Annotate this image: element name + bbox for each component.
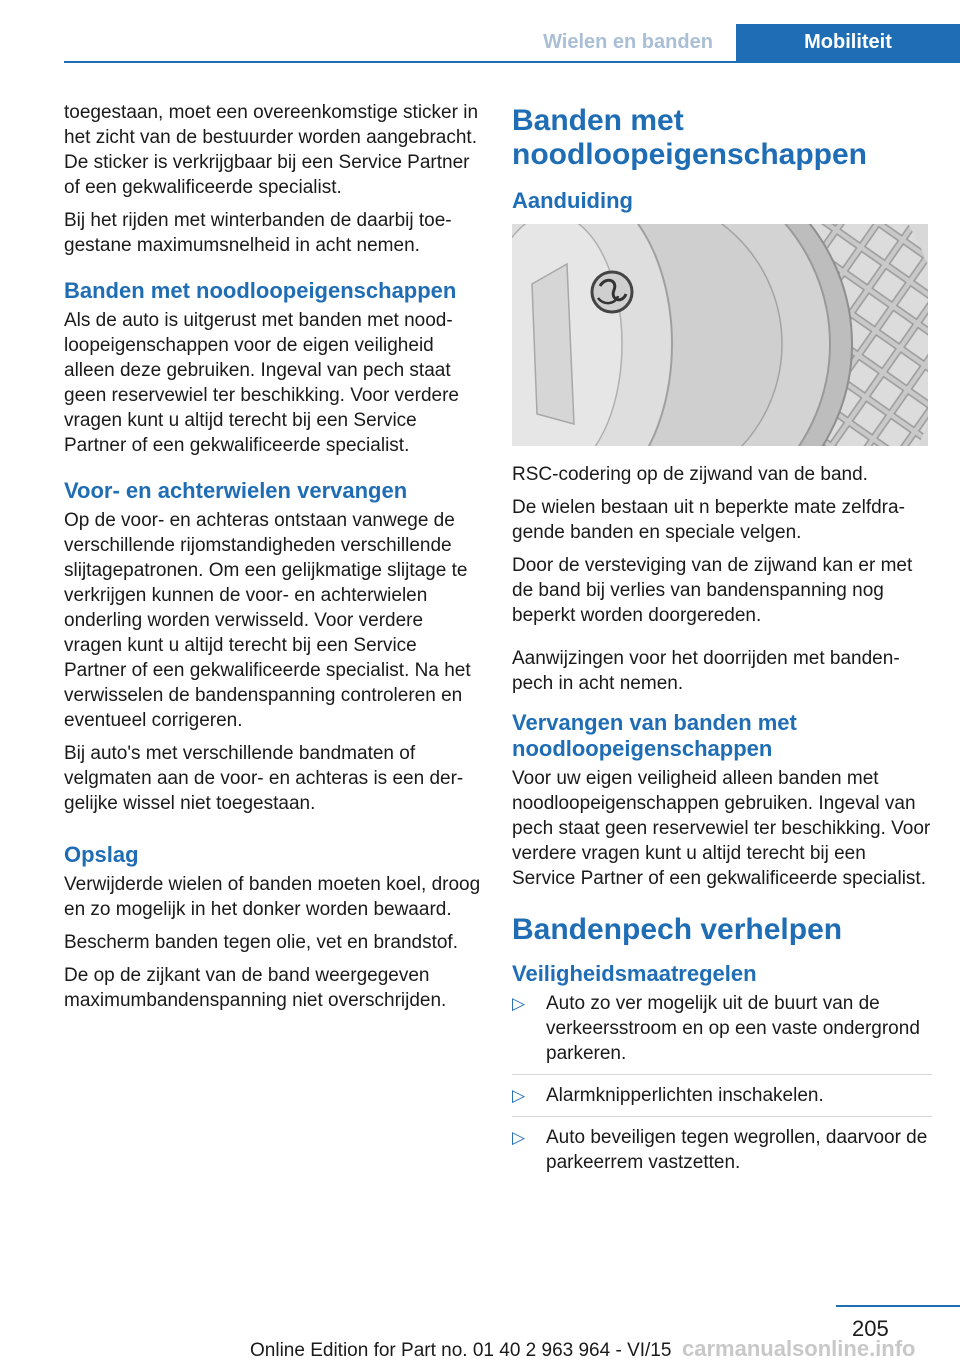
paragraph-wheels: De wielen bestaan uit n beperkte mate zelfdragende banden en speciale velgen. [512,497,905,543]
paragraph-rsc-code: RSC-codering op de zijwand van de band. [512,464,868,485]
paragraph-replace: Voor uw eigen veiligheid alleen banden met noodloopeigenschappen gebruiken. Ingeval van pech staat geen reservewiel ter beschikking. Voor verdere vragen kunt u altijd terecht bij een Service Partner of een gekwalificeerde specialist. [512,768,931,889]
list-item [512,991,932,1075]
heading-runflat-tires: Banden met noodloopeigenschappen [512,104,868,171]
heading-swap-wheels: Voor- en achterwielen vervangen [64,478,408,503]
watermark: carmanualsonline.info [682,1336,916,1361]
safety-list [512,991,932,1175]
header-rule [64,61,960,63]
footer-rule [836,1305,960,1307]
triangle-bullet-icon: ▷ [512,1086,526,1105]
header-section-tab: Wielen en banden [520,24,736,61]
list-item-text: Auto zo ver mogelijk uit de buurt van de verkeersstroom en op een vaste ondergrond parkeren. [546,993,920,1064]
footer-edition: Online Edition for Part no. 01 40 2 963 964 - VI/15 [250,1340,672,1361]
heading-flat-tire: Bandenpech verhelpen [512,913,843,946]
triangle-bullet-icon: ▷ [512,994,526,1013]
paragraph-winter-sticker: toegestaan, moet een overeenkomstige sticker in het zicht van de bestuurder worden aangebracht. De sticker is verkrijgbaar bij een Service Partner of een gekwalificeerde specialist. [64,102,479,198]
list-item-text: Auto beveiligen tegen wegrollen, daarvoor de parkeerrem vastzetten. [546,1127,928,1173]
page-number: 205 [852,1316,889,1341]
heading-marking: Aanduiding [512,188,633,213]
right-column [512,100,932,1183]
heading-replace-runflat: Vervangen van banden met noodloopeigenschappen [512,710,797,761]
paragraph-reinforcement: Door de versteviging van de zijwand kan er met de band bij verlies van bandenspanning nog beperkt worden doorgereden. [512,555,913,626]
rsc-tire-image [512,224,928,446]
paragraph-winter-speed: Bij het rijden met winterbanden de daarbij toegestane maximumsnelheid in acht nemen. [64,210,452,256]
list-item [512,1125,932,1175]
heading-storage: Opslag [64,842,139,867]
list-item-text: Alarmknipperlichten inschakelen. [546,1085,824,1106]
heading-safety: Veiligheidsmaatregelen [512,961,757,986]
paragraph-storage-2: Bescherm banden tegen olie, vet en brandstof. [64,932,458,953]
paragraph-swap-2: Bij auto's met verschillende bandmaten of velgmaten aan de voor- en achteras is een dergelijke wissel niet toegestaan. [64,743,464,814]
triangle-bullet-icon: ▷ [512,1128,526,1147]
header-chapter-tab: Mobiliteit [736,24,960,61]
paragraph-swap-1: Op de voor- en achteras ontstaan vanwege de verschillende rijomstandigheden verschillende slijtagepatronen. Om een gelijkmatige slijtage te verkrijgen kunnen de voor- en achterwielen onderling worden verwisseld. Voor verdere vragen kunt u altijd terecht bij een Service Partner of een gekwalificeerde specialist. Na het verwisselen de bandenspanning controleren en eventueel corrigeren. [64,510,471,731]
paragraph-runflat: Als de auto is uitgerust met banden met noodloopeigenschappen voor de eigen veiligheid alleen deze gebruiken. Ingeval van pech staat geen reservewiel ter beschikking. Voor verdere vragen kunt u altijd terecht bij een Service Partner of een gekwalificeerde specialist. [64,310,459,456]
paragraph-storage-1: Verwijderde wielen of banden moeten koel, droog en zo mogelijk in het donker worden bewaard. [64,874,481,920]
list-item [512,1083,932,1117]
left-column [64,100,482,1021]
paragraph-storage-3: De op de zijkant van de band weergegeven maximumbandenspanning niet overschrijden. [64,965,447,1011]
heading-runflat: Banden met noodloopeigenschappen [64,278,457,303]
paragraph-hints: Aanwijzingen voor het doorrijden met bandenpech in acht nemen. [512,648,900,694]
